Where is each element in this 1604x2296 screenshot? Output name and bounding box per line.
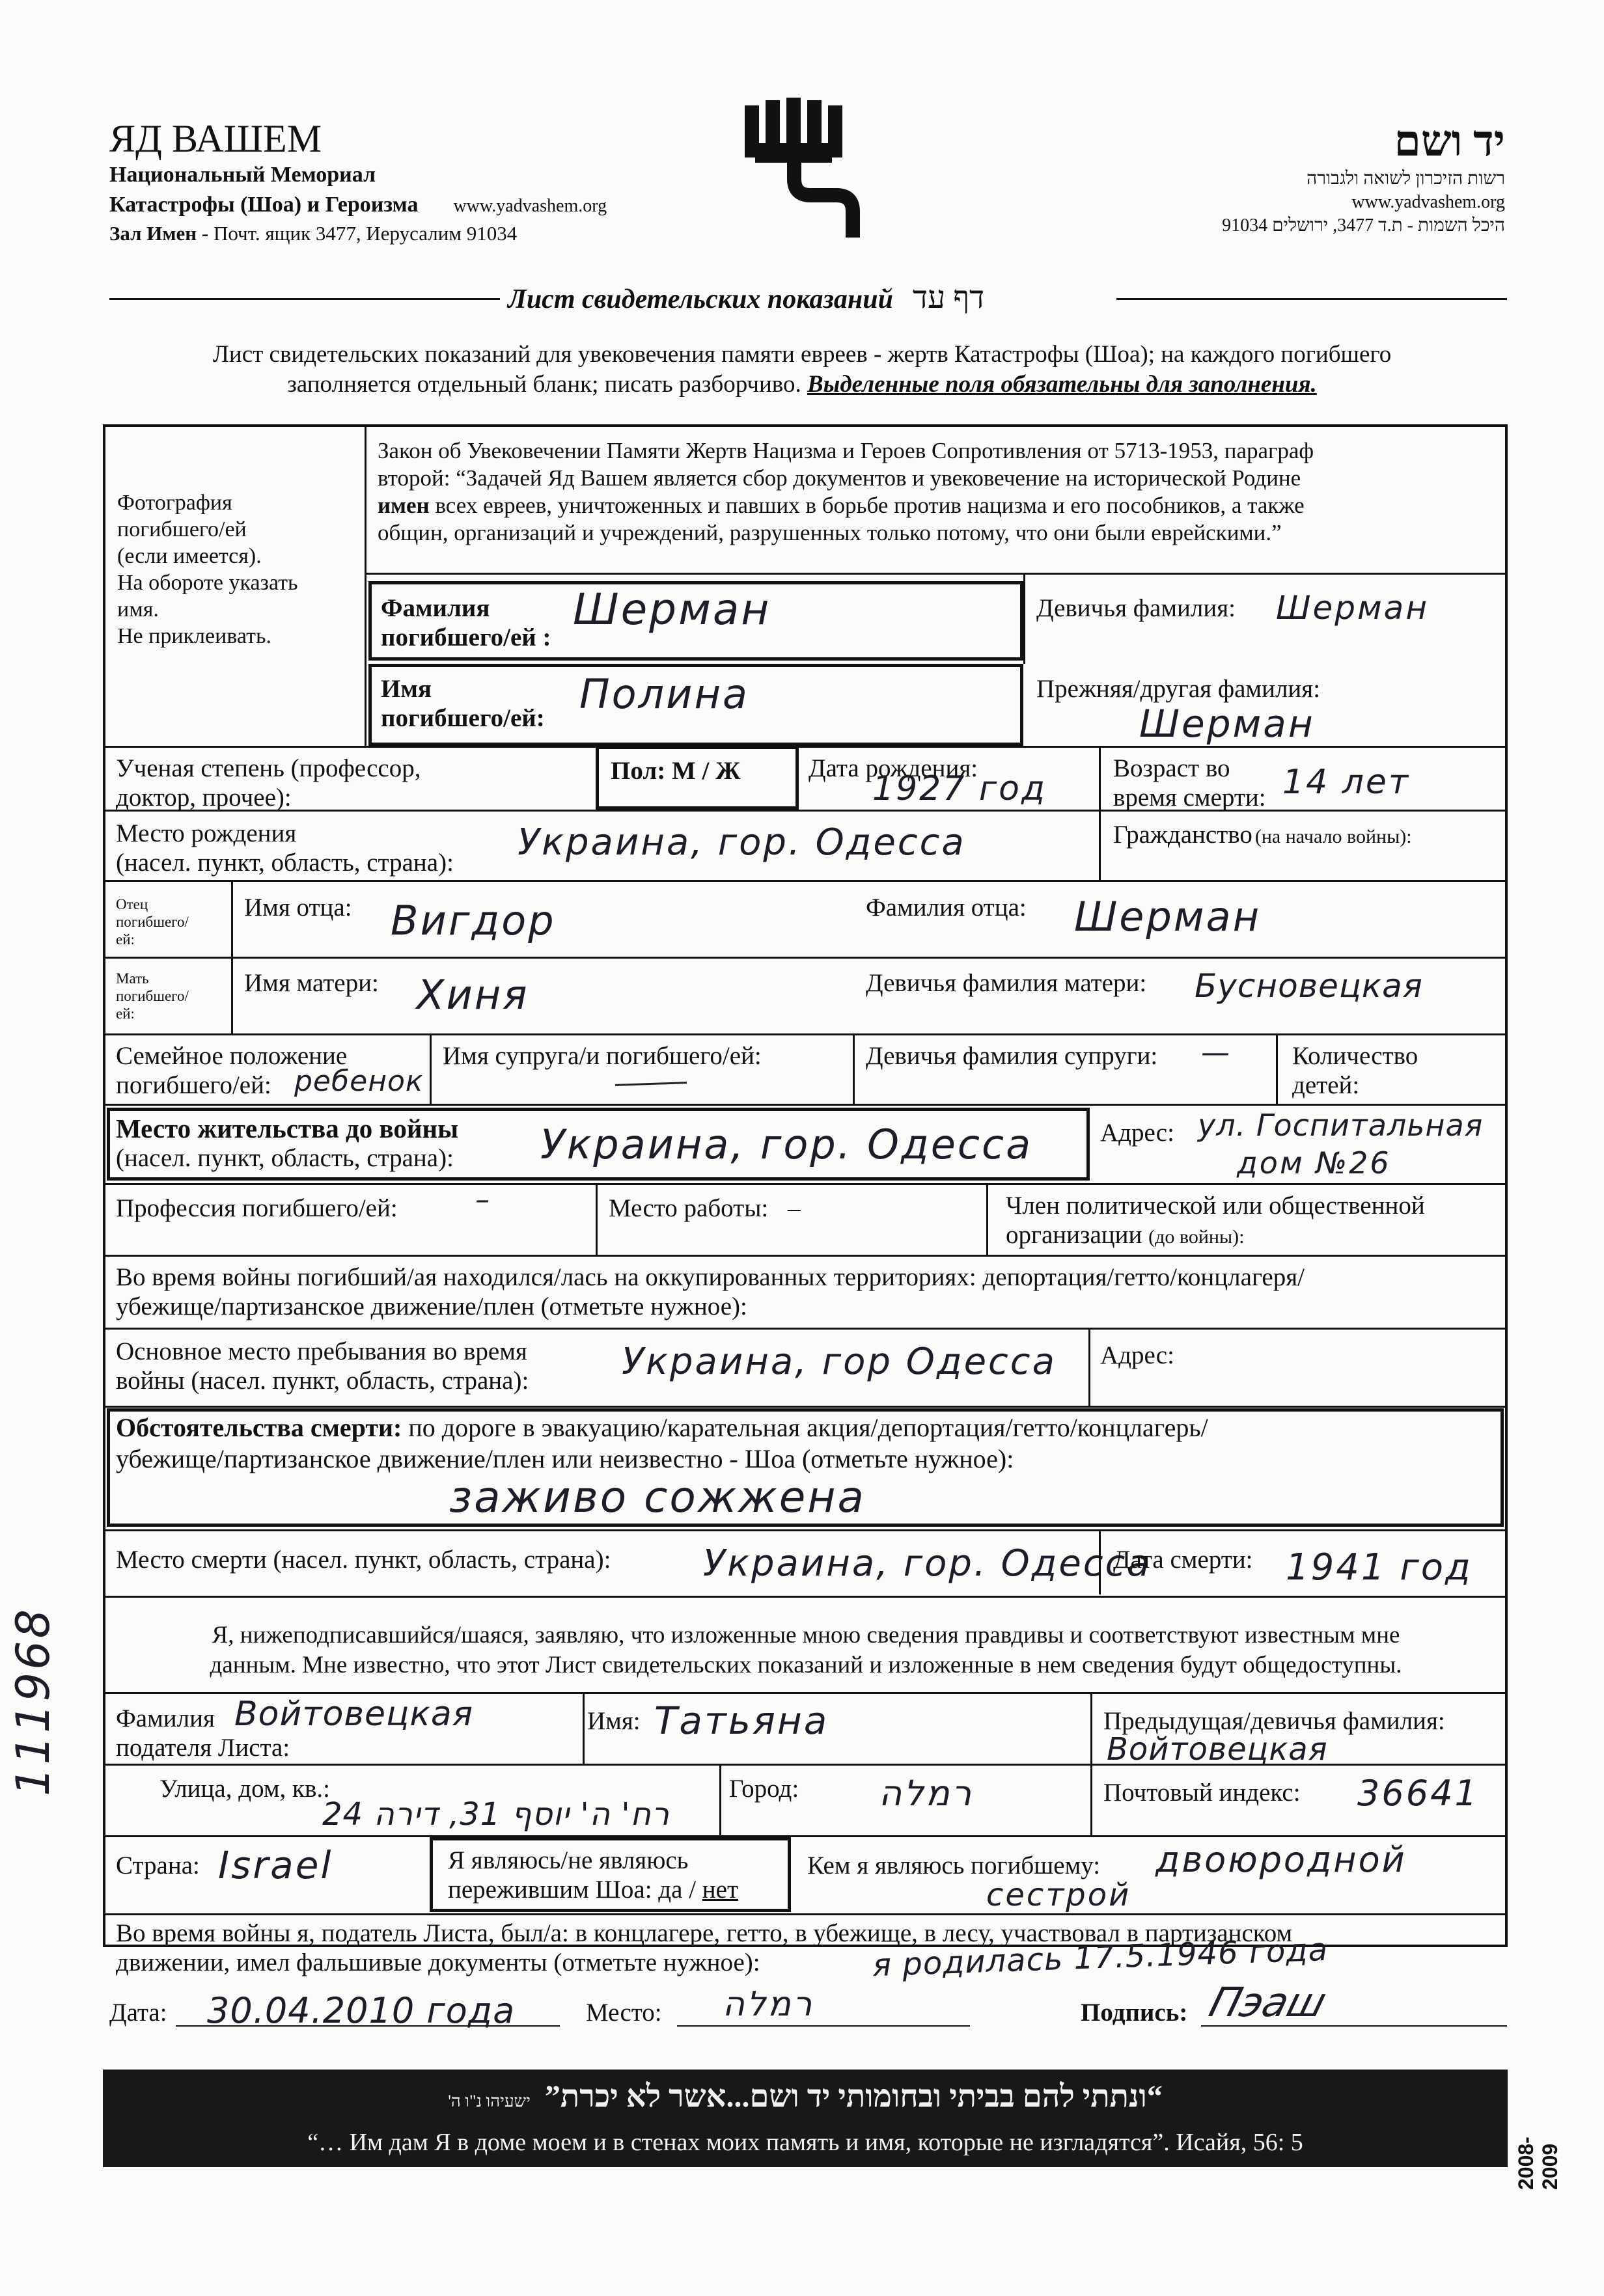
maiden-divider bbox=[1023, 573, 1025, 664]
victim-marital-label-1: Семейное положение bbox=[116, 1042, 348, 1070]
victim-father-surname-label: Фамилия отца: bbox=[866, 894, 1027, 922]
banner-he-source: ישעיהו נ"ו ה' bbox=[448, 2092, 531, 2111]
submitter-wartime-line2: движении, имел фальшивые документы (отметьте нужное): bbox=[116, 1948, 760, 1976]
victim-citizenship-note: (на начало войны): bbox=[1254, 826, 1412, 847]
row-o-bottom bbox=[103, 1835, 1508, 1837]
victim-mother-maiden-label: Девичья фамилия матери: bbox=[866, 969, 1147, 997]
row-k-bottom bbox=[103, 1529, 1508, 1531]
victim-death-place-label: Место смерти (насел. пункт, область, страна): bbox=[116, 1546, 611, 1574]
father-side-label bbox=[116, 895, 189, 948]
edition-year: 2008-2009 bbox=[1514, 2137, 1562, 2190]
org-ru-line4-rest: Почт. ящик 3477, Иерусалим 91034 bbox=[213, 222, 518, 245]
victim-profession-value: – bbox=[475, 1183, 491, 1216]
submitter-surname-value: Войтовецкая bbox=[234, 1695, 473, 1734]
row-l-bottom bbox=[103, 1596, 1508, 1598]
victim-member-label-1: Член политической или общественной bbox=[1006, 1192, 1425, 1220]
photo-box-line5: имя. bbox=[117, 597, 159, 622]
declaration-line2: данным. Мне известно, что этот Лист свидетельских показаний и изложенные в нем сведения будут общедоступны. bbox=[210, 1652, 1402, 1678]
submitter-street-value: רח' ה' יוסף 31, דירה 24 bbox=[322, 1796, 670, 1833]
submitter-zip-label: Почтовый индекс: bbox=[1103, 1779, 1301, 1807]
victim-firstname-label-2: погибшего/ей: bbox=[381, 704, 545, 732]
children-divider bbox=[1276, 1033, 1278, 1104]
victim-other-surname-label: Прежняя/другая фамилия: bbox=[1036, 675, 1321, 703]
victim-death-date-value: 1941 год bbox=[1286, 1546, 1473, 1589]
submitter-city-divider bbox=[719, 1764, 721, 1835]
row-j-bottom bbox=[103, 1406, 1508, 1408]
victim-spouse-name-label: Имя супруга/и погибшего/ей: bbox=[443, 1042, 762, 1070]
row-p-bottom bbox=[103, 1913, 1508, 1915]
intro-text bbox=[98, 340, 1506, 400]
photo-box-line4: На обороте указать bbox=[117, 571, 298, 595]
victim-residence-label bbox=[116, 1114, 458, 1173]
member-divider bbox=[986, 1183, 988, 1255]
victim-birthplace-label-2: (насел. пункт, область, страна): bbox=[116, 849, 454, 877]
victim-death-circumstances-value: заживо сожжена bbox=[449, 1472, 866, 1522]
victim-children-label-2: детей: bbox=[1292, 1071, 1360, 1099]
victim-father-name-label: Имя отца: bbox=[244, 894, 352, 922]
father-side-label-3: ей: bbox=[116, 931, 135, 948]
victim-residence-value: Украина, гор. Одесса bbox=[540, 1121, 1033, 1168]
submitter-country-value: Israel bbox=[218, 1843, 333, 1887]
law-line3-bold: имен bbox=[378, 493, 430, 518]
father-side-label-2: погибшего/ bbox=[116, 914, 189, 930]
archive-number: 111968 bbox=[7, 1606, 60, 1796]
submitter-name-value: Татьяна bbox=[654, 1699, 829, 1743]
submitter-city-value: רמלה bbox=[879, 1773, 974, 1814]
law-line3-rest: всех евреев, уничтоженных и павших в борьбе против нацизма и его пособников, а также bbox=[435, 493, 1305, 518]
victim-firstname-value: Полина bbox=[579, 670, 750, 718]
victim-member-note: (до войны): bbox=[1148, 1226, 1245, 1248]
title-rule-right bbox=[1116, 298, 1507, 300]
submitter-survivor-no: нет bbox=[702, 1876, 739, 1904]
footer-signature-value: Пэаш bbox=[1204, 1978, 1332, 2026]
victim-degree-label-1: Ученая степень (профессор, bbox=[116, 754, 421, 782]
spouse-maiden-divider bbox=[853, 1033, 855, 1104]
mother-side-label-3: ей: bbox=[116, 1005, 135, 1022]
photo-box-line6: Не приклеивать. bbox=[117, 624, 271, 648]
form-title-ru: Лист свидетельских показаний bbox=[508, 284, 893, 314]
victim-residence-label-1: Место жительства до войны bbox=[116, 1114, 459, 1143]
victim-wartime-place-label-2: войны (насел. пункт, область, страна): bbox=[116, 1367, 529, 1395]
victim-workplace-label: Место работы: bbox=[609, 1194, 769, 1222]
victim-wartime-line1: Во время войны погибший/ая находился/лась на оккупированных территориях: депортация/гетто/концлагеря/ bbox=[116, 1263, 1305, 1291]
workplace-divider bbox=[596, 1183, 598, 1255]
victim-birthplace-value: Украина, гор. Одесса bbox=[518, 821, 966, 864]
victim-profession-label: Профессия погибшего/ей: bbox=[116, 1194, 398, 1222]
org-ru-line4-bold: Зал Имен - bbox=[109, 222, 209, 245]
intro-line2: заполняется отдельный бланк; писать разборчиво. bbox=[287, 371, 801, 398]
row-a-bottom bbox=[103, 746, 1508, 748]
victim-children-label-1: Количество bbox=[1292, 1042, 1418, 1070]
age-divider bbox=[1099, 746, 1101, 810]
victim-address-value-2: дом №26 bbox=[1237, 1145, 1391, 1181]
victim-wartime-line2: убежище/партизанское движение/плен (отметьте нужное): bbox=[116, 1292, 747, 1320]
submitter-surname-label-2: подателя Листа: bbox=[116, 1734, 290, 1762]
footer-date-value: 30.04.2010 года bbox=[207, 1990, 516, 2031]
row-d-bottom bbox=[103, 957, 1508, 959]
death-circ-bold: Обстоятельства смерти: bbox=[116, 1413, 402, 1442]
org-ru-line2: Национальный Мемориал bbox=[109, 163, 376, 187]
submitter-zip-value: 36641 bbox=[1357, 1773, 1479, 1814]
org-hebrew-block bbox=[1222, 117, 1505, 238]
victim-degree-label-2: доктор, прочее): bbox=[116, 784, 292, 812]
victim-firstname-label bbox=[381, 674, 545, 733]
submitter-relation-value-2: сестрой bbox=[986, 1877, 1131, 1913]
victim-member-label-2: организации bbox=[1006, 1221, 1142, 1249]
victim-age-value: 14 лет bbox=[1282, 763, 1411, 802]
submitter-prev-value: Войтовецкая bbox=[1107, 1731, 1328, 1768]
org-he-website: www.yadvashem.org bbox=[1351, 192, 1505, 212]
declaration-text bbox=[111, 1620, 1501, 1680]
org-he-title: יד ושם bbox=[1394, 118, 1505, 165]
victim-death-date-label: Дата смерти: bbox=[1113, 1546, 1253, 1574]
submitter-wartime-line1: Во время войны я, податель Листа, был/а: в концлагере, гетто, в убежище, в лесу, участвовал в партизанском bbox=[116, 1919, 1293, 1947]
org-website: www.yadvashem.org bbox=[453, 196, 607, 216]
row-m-bottom bbox=[103, 1692, 1508, 1694]
victim-age-label-2: время смерти: bbox=[1113, 784, 1266, 812]
org-he-line4: היכל השמות - ת.ד 3477, ירושלים 91034 bbox=[1222, 215, 1505, 236]
victim-residence-label-2: (насел. пункт, область, страна): bbox=[116, 1144, 454, 1172]
victim-spouse-maiden-label: Девичья фамилия супруги: bbox=[866, 1042, 1158, 1070]
footer-signature-label: Подпись: bbox=[1081, 1999, 1188, 2027]
father-side-label-1: Отец bbox=[116, 896, 148, 912]
victim-address-label: Адрес: bbox=[1100, 1119, 1174, 1147]
mother-side-label-1: Мать bbox=[116, 970, 149, 987]
submitter-name-label: Имя: bbox=[587, 1707, 641, 1735]
victim-father-surname-value: Шерман bbox=[1074, 893, 1262, 940]
declaration-line1: Я, нижеподписавшийся/шаяся, заявляю, что изложенные мною сведения правдивы и соответствуют известным мне bbox=[212, 1622, 1400, 1648]
org-russian-block bbox=[109, 117, 607, 247]
law-text bbox=[378, 437, 1504, 547]
footer-place-label: Место: bbox=[586, 1999, 662, 2027]
victim-age-label-1: Возраст во bbox=[1113, 754, 1230, 782]
row-e-bottom bbox=[103, 1033, 1508, 1035]
victim-wartime-place-label-1: Основное место пребывания во время bbox=[116, 1337, 527, 1365]
victim-dob-value: 1927 год bbox=[872, 769, 1047, 808]
victim-wartime-place-label bbox=[116, 1337, 529, 1395]
victim-citizenship-label-text: Гражданство bbox=[1113, 821, 1252, 849]
victim-spouse-maiden-value: — bbox=[1201, 1036, 1232, 1069]
victim-birthplace-label-1: Место рождения bbox=[116, 819, 297, 847]
submitter-city-label: Город: bbox=[729, 1775, 799, 1803]
banner-ru-quote: “… Им дам Я в доме моем и в стенах моих память и имя, которые не изгладятся”. Исайя, 56: 5 bbox=[307, 2129, 1303, 2156]
victim-maiden-value: Шерман bbox=[1276, 589, 1430, 627]
victim-firstname-label-1: Имя bbox=[381, 675, 432, 703]
victim-maiden-label: Девичья фамилия: bbox=[1036, 594, 1236, 622]
victim-surname-label-1: Фамилия bbox=[381, 594, 490, 622]
victim-father-name-value: Вигдор bbox=[391, 897, 556, 944]
victim-other-surname-value: Шерман bbox=[1139, 702, 1315, 746]
victim-marital-value: ребенок bbox=[294, 1065, 424, 1098]
victim-wartime-address-label: Адрес: bbox=[1100, 1341, 1174, 1369]
row-f-bottom bbox=[103, 1104, 1508, 1106]
submitter-prev-label: Предыдущая/девичья фамилия: bbox=[1103, 1707, 1445, 1735]
law-bottom-rule bbox=[365, 573, 1508, 575]
submitter-street-label: Улица, дом, кв.: bbox=[159, 1775, 330, 1803]
submitter-survivor-label-2: пережившим Шоа: да / bbox=[448, 1876, 697, 1904]
victim-mother-maiden-value: Бусновецкая bbox=[1195, 967, 1423, 1005]
submitter-zip-divider bbox=[1090, 1764, 1092, 1835]
victim-birthplace-label bbox=[116, 819, 454, 877]
yad-vashem-logo bbox=[742, 98, 872, 241]
victim-children-label bbox=[1292, 1041, 1418, 1100]
victim-surname-label-2: погибшего/ей : bbox=[381, 623, 551, 651]
death-circ-line1: по дороге в эвакуацию/карательная акция/депортация/гетто/концлагерь/ bbox=[408, 1413, 1208, 1442]
victim-death-place-value: Украина, гор. Одесса bbox=[703, 1542, 1152, 1585]
victim-death-circumstances-text bbox=[116, 1412, 1208, 1475]
org-ru-line3: Катастрофы (Шоа) и Героизма bbox=[109, 193, 419, 217]
form-title-he: דף עד bbox=[912, 280, 985, 315]
victim-wartime-status bbox=[116, 1263, 1305, 1321]
death-date-divider bbox=[1099, 1529, 1101, 1594]
submitter-survivor-label-1: Я являюсь/не являюсь bbox=[448, 1846, 689, 1874]
photo-box-line1: Фотография bbox=[117, 491, 232, 515]
row-b-bottom bbox=[103, 810, 1508, 812]
victim-dob-label: Дата рождения: bbox=[809, 754, 978, 782]
photo-box-line3: (если имеется). bbox=[117, 544, 262, 568]
victim-mother-name-label: Имя матери: bbox=[244, 969, 379, 997]
wartime-address-divider bbox=[1088, 1328, 1090, 1406]
mother-side-label-2: погибшего/ bbox=[116, 988, 189, 1004]
row-n-bottom bbox=[103, 1764, 1508, 1766]
required-note: Выделенные поля обязательны для заполнения. bbox=[807, 371, 1317, 398]
submitter-surname-label-1: Фамилия bbox=[116, 1704, 215, 1732]
victim-gender-label: Пол: М / Ж bbox=[611, 757, 741, 785]
submitter-name-divider bbox=[583, 1692, 585, 1764]
title-rule-left bbox=[109, 298, 500, 300]
row-c-bottom bbox=[103, 880, 1508, 882]
mother-side-label bbox=[116, 970, 189, 1022]
victim-marital-label-2: погибшего/ей: bbox=[116, 1071, 271, 1099]
victim-mother-name-value: Хиня bbox=[417, 971, 529, 1018]
victim-degree-label bbox=[116, 754, 421, 812]
org-he-line2: רשות הזיכרון לשואה ולגבורה bbox=[1307, 169, 1505, 189]
victim-address-value-1: ул. Госпитальная bbox=[1198, 1108, 1484, 1143]
victim-wartime-place-value: Украина, гор Одесса bbox=[622, 1341, 1057, 1383]
photo-box bbox=[117, 489, 358, 649]
victim-member-label bbox=[1006, 1191, 1425, 1251]
row-h-bottom bbox=[103, 1255, 1508, 1257]
victim-age-label bbox=[1113, 754, 1266, 812]
org-ru-title: ЯД ВАШЕМ bbox=[109, 117, 322, 160]
submitter-wartime-value: я родилась 17.5.1946 года bbox=[872, 1931, 1329, 1984]
intro-line1: Лист свидетельских показаний для увековечения памяти евреев - жертв Катастрофы (Шоа); на каждого погибшего bbox=[212, 341, 1392, 368]
row-g-bottom bbox=[103, 1183, 1508, 1185]
row-i-bottom bbox=[103, 1328, 1508, 1330]
submitter-country-label: Страна: bbox=[116, 1852, 200, 1879]
submitter-relation-value-1: двоюродной bbox=[1155, 1839, 1407, 1880]
photo-box-line2: погибшего/ей bbox=[117, 517, 247, 541]
quote-banner bbox=[103, 2070, 1508, 2167]
law-line2: второй: “Задачей Яд Вашем является сбор документов и увековечение на исторической Родине bbox=[378, 465, 1301, 491]
citizenship-divider bbox=[1099, 810, 1101, 880]
footer-date-label: Дата: bbox=[109, 1999, 167, 2027]
form-title bbox=[508, 280, 984, 316]
submitter-prev-divider bbox=[1090, 1692, 1092, 1764]
footer-place-line bbox=[677, 2025, 970, 2027]
victim-surname-value: Шерман bbox=[573, 584, 771, 635]
law-line1: Закон об Увековечении Памяти Жертв Нацизма и Героев Сопротивления от 5713-1953, параграф bbox=[378, 438, 1314, 463]
submitter-survivor-label bbox=[448, 1846, 738, 1904]
photo-divider bbox=[365, 424, 366, 746]
victim-workplace-value: – bbox=[788, 1194, 801, 1222]
banner-he-quote: “ונתתי להם בביתי ובחומותי יד ושם...אשר לא יכרת” bbox=[544, 2079, 1163, 2114]
spouse-divider bbox=[430, 1033, 432, 1104]
death-circ-line2: убежище/партизанское движение/плен или неизвестно - Шоа (отметьте нужное): bbox=[116, 1444, 1014, 1473]
victim-citizenship-label bbox=[1113, 820, 1412, 849]
submitter-relation-label: Кем я являюсь погибшему: bbox=[807, 1852, 1101, 1879]
victim-surname-label bbox=[381, 594, 551, 652]
law-line4: общин, организаций и учреждений, разрушенных только потому, что они были еврейскими.” bbox=[378, 520, 1282, 545]
footer-place-value: רמלה bbox=[723, 1985, 814, 2024]
